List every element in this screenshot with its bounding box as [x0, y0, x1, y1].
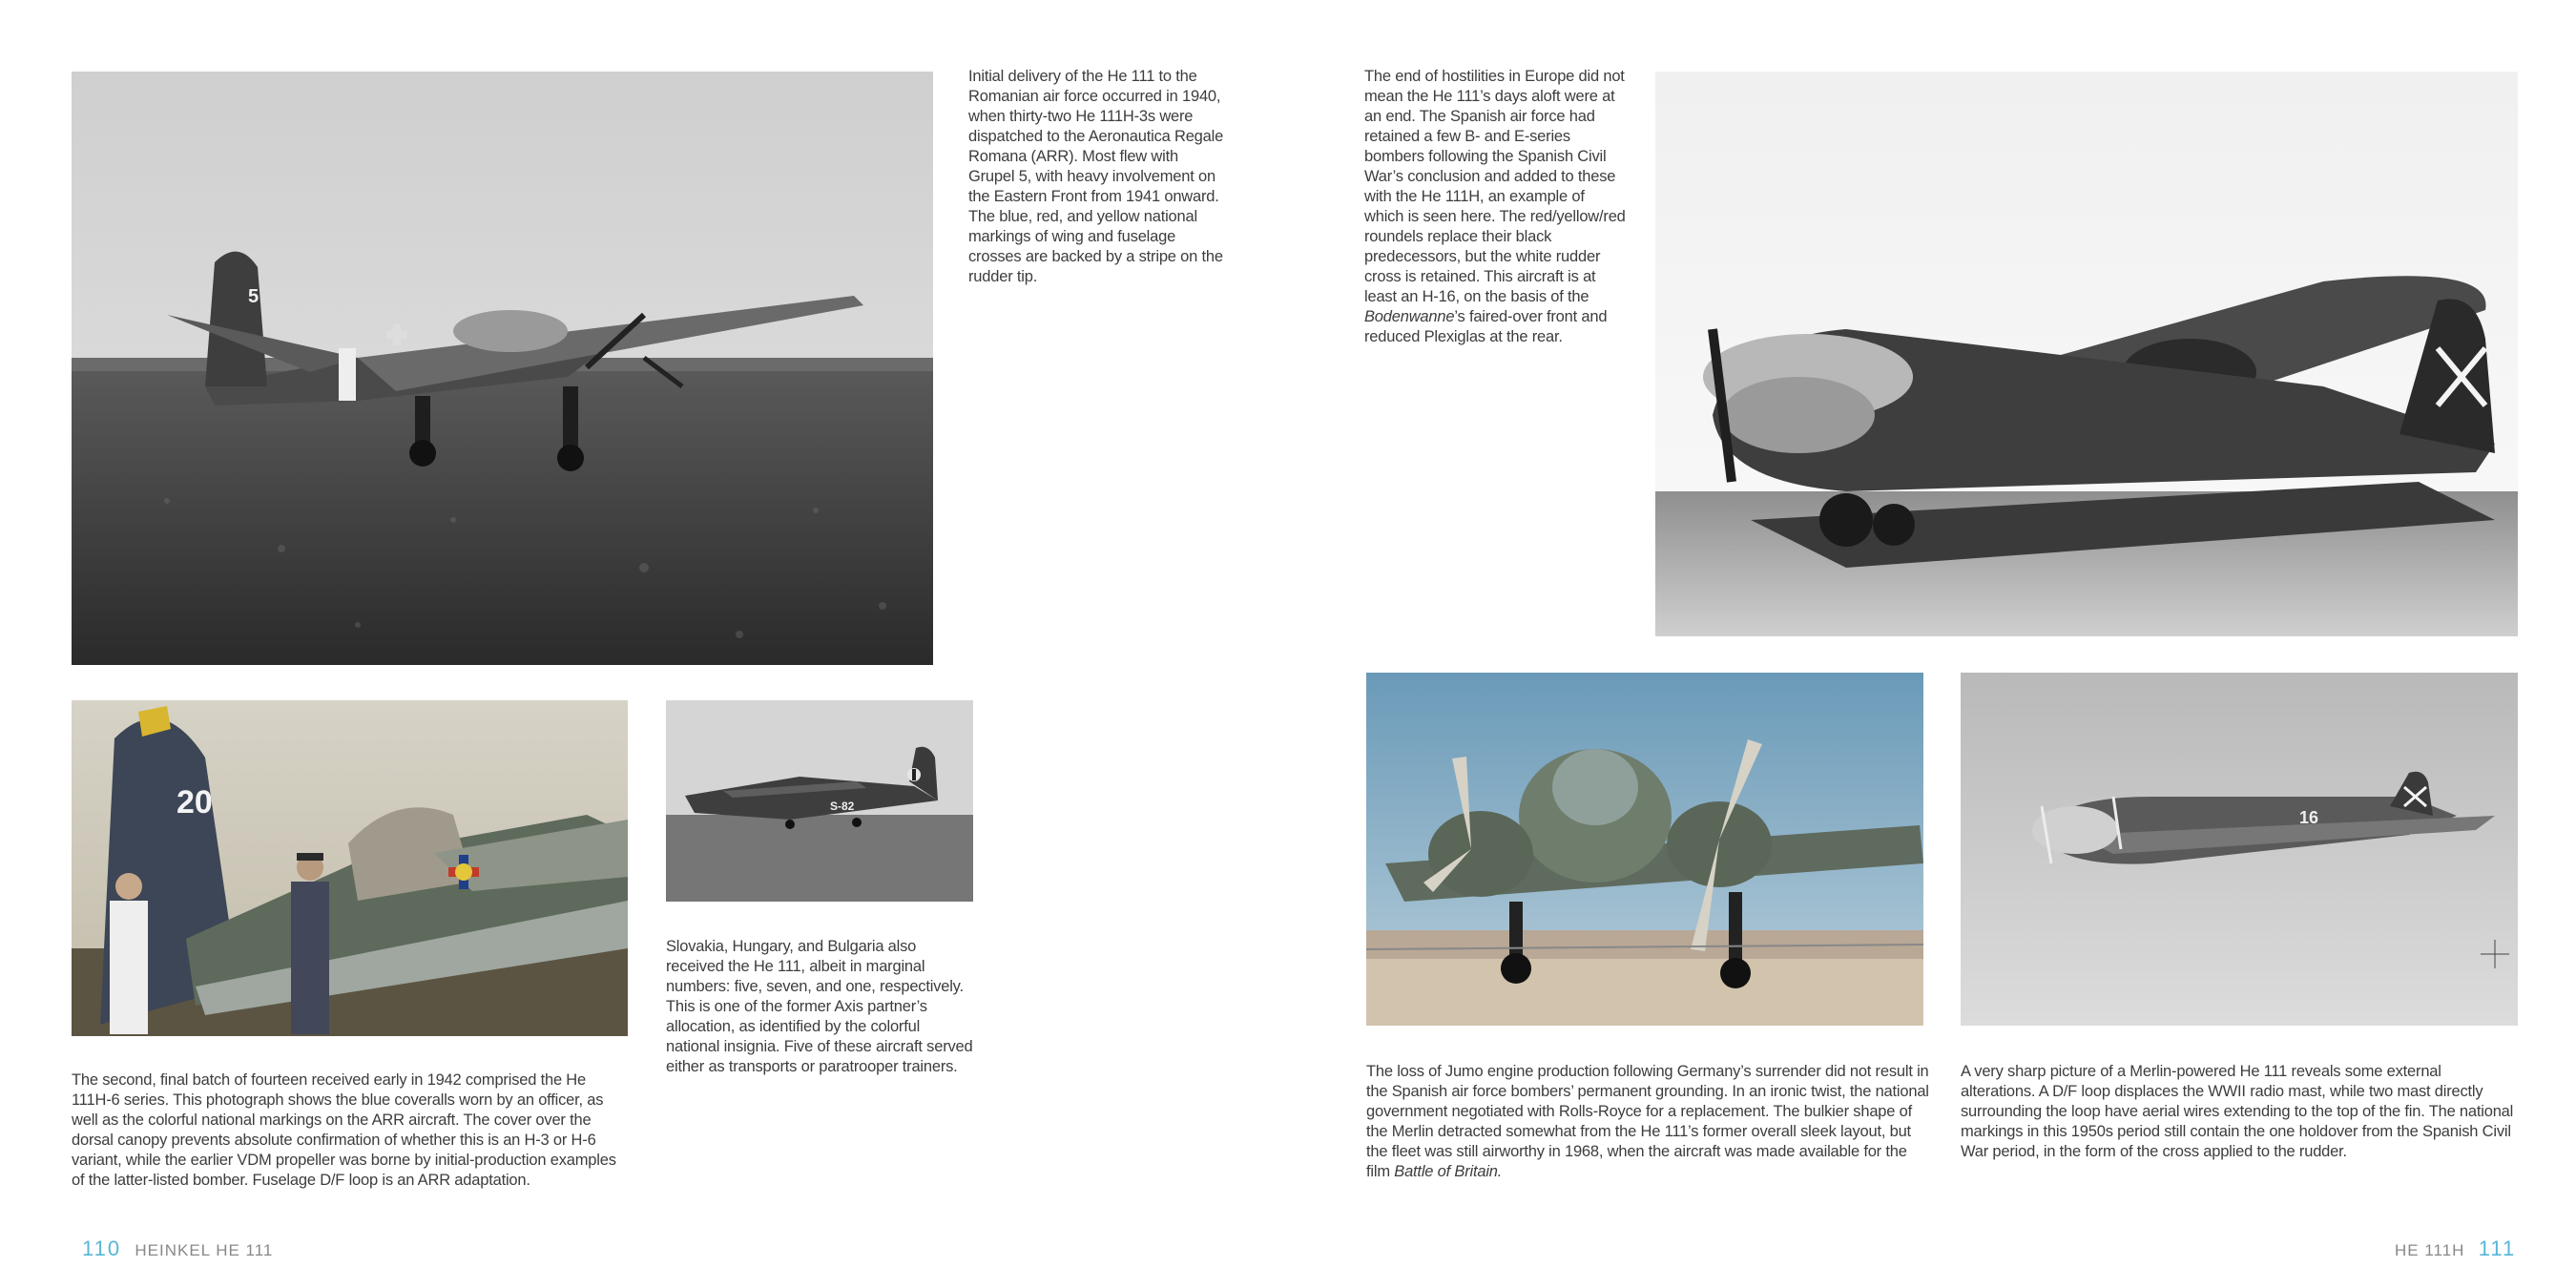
caption-text-end: ’s faired-over front and reduced Plexiglas at the rear.: [1364, 308, 1608, 345]
caption-spanish-air-force: [1364, 67, 1627, 347]
right-page: [1288, 0, 2576, 1288]
page-number: 110: [82, 1236, 122, 1260]
caption-italic-film: Battle of Britain.: [1394, 1163, 1503, 1180]
page-number: 111: [2478, 1236, 2517, 1260]
caption-italic-term: Bodenwanne: [1364, 308, 1455, 325]
caption-slovakia-hungary-bulgaria: Slovakia, Hungary, and Bulgaria also received the He 111, albeit in marginal numbers: five, seven, and one, respectively. This is one of the former Axis partner’s allocation, as identified by the colorful national insignia. Five of these aircraft served either as transports or paratrooper trainers.: [666, 938, 973, 1075]
caption-second-batch: The second, final batch of fourteen received early in 1942 comprised the He 111H-6 series. This photograph shows the blue coveralls worn by an officer, as well as the colorful national markings on the ARR aircraft. The cover over the dorsal canopy prevents absolute confirmation of whether this is an H-3 or H-6 variant, while the earlier VDM propeller was borne by initial-production examples of the latter-listed bomber. Fuselage D/F loop is an ARR adaptation.: [72, 1071, 616, 1189]
photo-spanish-he111-apron: [1655, 72, 2518, 636]
tail-number-text: 20: [177, 784, 213, 821]
photo-merlin-he111-flight: [1961, 673, 2518, 1026]
caption-text: The loss of Jumo engine production following Germany’s surrender did not result in the Spanish air force bombers’ permanent grounding. In an ironic twist, the national government negotiated with Rolls-Royce for a replacement. The bulkier shape of the Merlin detracted somewhat from the He 111’s former overall sleek layout, but the fleet was still airworthy in 1968, when the aircraft was made available for the film: [1366, 1063, 1929, 1180]
running-title: HEINKEL HE 111: [135, 1241, 274, 1259]
folio-left: [82, 1236, 273, 1261]
running-title: HE 111H: [2395, 1241, 2465, 1259]
caption-merlin-alterations: A very sharp picture of a Merlin-powered He 111 reveals some external alterations. A D/F loop displaces the WWII radio mast, while two mast directly surrounding the loop have aerial wires extending to the top of the fin. The national markings in this 1950s period still contain the one holdover from the Spanish Civil War period, in the form of the cross applied to the rudder.: [1961, 1063, 2514, 1160]
aircraft-code-text: S-82: [830, 800, 855, 813]
photo-arr-he111-officers: [72, 700, 628, 1036]
photo-romanian-he111-field: [72, 72, 933, 665]
caption-text: The end of hostilities in Europe did not mean the He 111’s days aloft were at an end. The Spanish air force had retained a few B- and E-series bombers following the Spanish Civil War’s conclusion and added to these with the He 111H, an example of which is seen here. The red/yellow/red roundels replace their black predecessors, but the white rudder cross is retained. This aircraft is at least an H-16, on the basis of the: [1364, 68, 1626, 305]
photo-slovak-he111: [666, 700, 973, 902]
photo-merlin-he111-color: [1366, 673, 1923, 1026]
tail-number-text: 5: [248, 286, 260, 307]
caption-romanian-delivery: Initial delivery of the He 111 to the Romanian air force occurred in 1940, when thirty-two He 111H-3s were dispatched to the Aeronautica Regale Romana (ARR). Most flew with Grupel 5, with heavy involvement on the Eastern Front from 1941 onward. The blue, red, and yellow national markings of wing and fuselage crosses are backed by a stripe on the rudder tip.: [968, 68, 1224, 285]
folio-right: [2395, 1236, 2516, 1261]
caption-jumo-merlin: [1366, 1062, 1929, 1182]
aircraft-code-text: 16: [2299, 808, 2319, 827]
